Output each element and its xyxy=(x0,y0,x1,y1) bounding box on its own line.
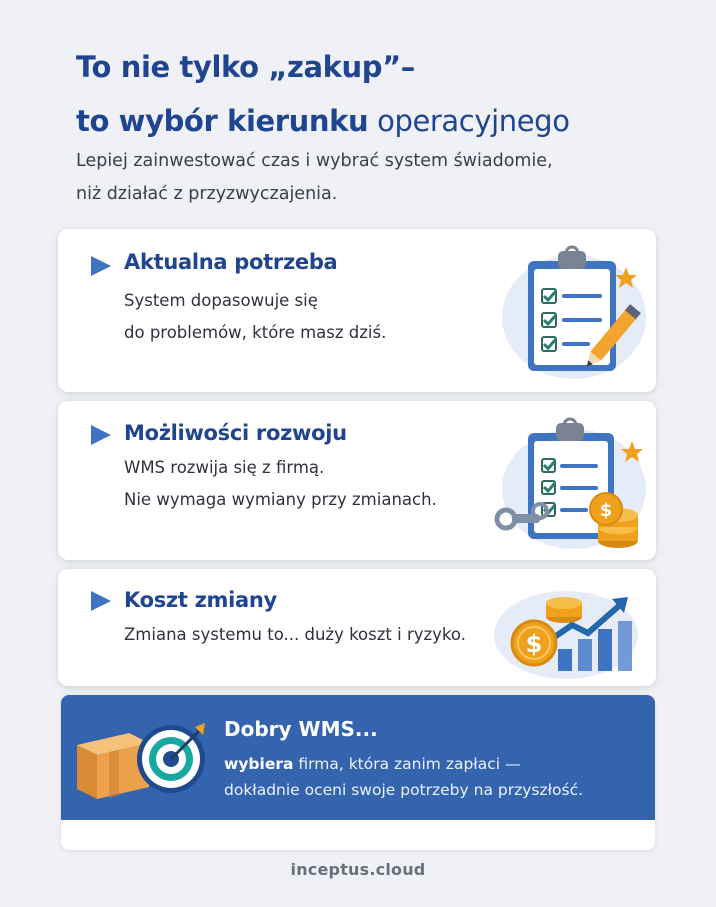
subtitle: Lepiej zainwestować czas i wybrać system świadomie, niż działać z przyzwyczajenia. xyxy=(76,151,553,204)
box-target-icon xyxy=(71,709,211,809)
title-line-2: to wybór kierunku operacyjnego xyxy=(76,104,570,138)
coins-growth-chart-icon xyxy=(488,577,638,681)
banner-text: wybiera firma, która zanim zapłaci — dokładnie oceni swoje potrzeby na przyszłość. xyxy=(224,755,584,799)
card-title: Możliwości rozwoju xyxy=(124,421,347,445)
svg-text:$: $ xyxy=(525,630,543,658)
card-current-need xyxy=(58,229,656,392)
title-line-1: To nie tylko „zakup”– xyxy=(76,50,415,84)
page-title xyxy=(76,40,676,148)
card-text: Zmiana systemu to... duży koszt i ryzyko. xyxy=(124,625,466,644)
card-text: WMS rozwija się z firmą. Nie wymaga wymiany przy zmianach. xyxy=(124,458,437,509)
card-growth xyxy=(58,401,656,560)
card-text: System dopasowuje się do problemów, które masz dziś. xyxy=(124,291,387,342)
arrow-icon xyxy=(91,256,111,276)
conclusion-banner xyxy=(61,695,655,850)
card-cost-of-change xyxy=(58,569,656,686)
svg-text:$: $ xyxy=(599,500,613,521)
card-title: Koszt zmiany xyxy=(124,588,277,612)
arrow-icon xyxy=(91,591,111,611)
footer-site: inceptus.cloud xyxy=(290,860,426,879)
arrow-icon xyxy=(91,425,111,445)
clipboard-checklist-pencil-icon xyxy=(496,243,646,383)
card-title: Aktualna potrzeba xyxy=(124,250,338,274)
banner-title: Dobry WMS... xyxy=(224,717,378,741)
clipboard-checklist-coins-icon xyxy=(486,415,646,555)
